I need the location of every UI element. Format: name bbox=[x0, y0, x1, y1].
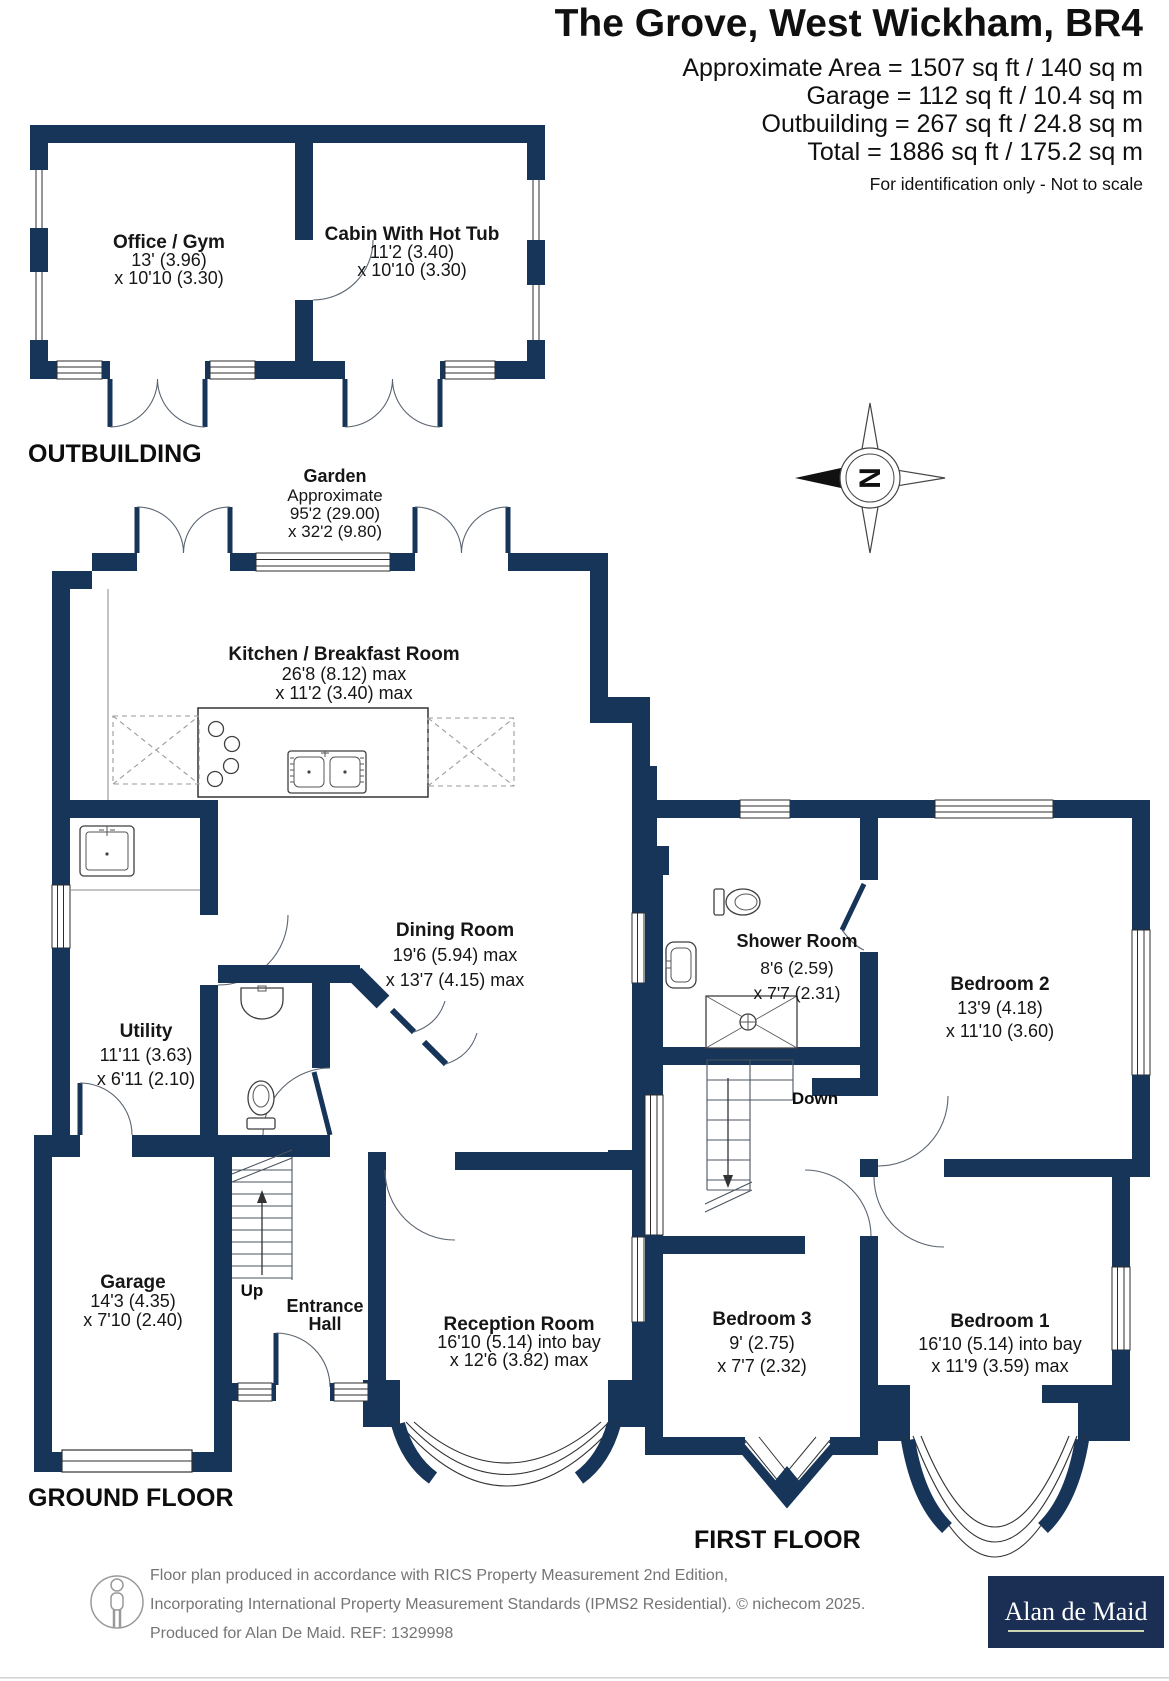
door-leaf bbox=[392, 1010, 414, 1032]
brand-logo-underline bbox=[1008, 1630, 1144, 1632]
wall bbox=[34, 1155, 52, 1472]
entrance-hall-line1: Entrance bbox=[286, 1296, 364, 1316]
wall bbox=[657, 800, 740, 818]
wall bbox=[355, 974, 383, 1002]
first-floor-plan bbox=[643, 766, 1150, 1557]
first-floor-label: FIRST FLOOR bbox=[694, 1526, 861, 1554]
staircase-up bbox=[232, 1150, 292, 1280]
shower-tray-icon bbox=[706, 996, 797, 1048]
bedroom1-dim1: 16'10 (5.14) into bay bbox=[918, 1334, 1082, 1354]
shower-name: Shower Room bbox=[736, 931, 858, 951]
kitchen-island bbox=[198, 708, 428, 797]
wall bbox=[1078, 1385, 1130, 1441]
rics-person-icon bbox=[91, 1576, 143, 1628]
header bbox=[555, 2, 1144, 194]
room-label-dining bbox=[386, 920, 525, 990]
wc-basin-icon bbox=[241, 986, 283, 1019]
window bbox=[238, 1383, 272, 1401]
room-label-garage bbox=[83, 1272, 183, 1330]
footer bbox=[0, 1567, 1169, 1679]
window bbox=[527, 285, 545, 340]
window bbox=[1112, 1267, 1130, 1350]
wc-toilet-icon bbox=[247, 1081, 275, 1129]
window bbox=[30, 272, 48, 340]
compass bbox=[795, 403, 945, 553]
wall bbox=[495, 361, 545, 379]
scale-note: For identification only - Not to scale bbox=[869, 174, 1143, 194]
window bbox=[57, 361, 102, 379]
footer-line-1: Floor plan produced in accordance with RICS Property Measurement 2nd Edition, bbox=[150, 1567, 729, 1584]
bay-window bbox=[905, 1436, 1085, 1557]
cabin-dim1: 11'2 (3.40) bbox=[369, 242, 455, 262]
bedroom2-name: Bedroom 2 bbox=[950, 974, 1050, 995]
page-title: The Grove, West Wickham, BR4 bbox=[554, 2, 1143, 45]
door-leaf bbox=[314, 1072, 330, 1135]
utility-dim2: x 6'11 (2.10) bbox=[96, 1069, 196, 1089]
garden-dim1: 95'2 (29.00) bbox=[289, 504, 381, 523]
area-line-garage: Garage = 112 sq ft / 10.4 sq m bbox=[806, 82, 1143, 110]
window bbox=[445, 361, 495, 379]
wall bbox=[643, 846, 669, 875]
wall bbox=[52, 571, 70, 885]
sink-icon bbox=[288, 751, 366, 793]
door-arc bbox=[276, 1333, 330, 1387]
wall bbox=[34, 1452, 62, 1472]
wall bbox=[132, 1135, 218, 1157]
brand-logo bbox=[988, 1576, 1164, 1648]
bedroom1-dim2: x 11'9 (3.59) max bbox=[931, 1356, 1069, 1376]
cabin-name: Cabin With Hot Tub bbox=[324, 224, 500, 245]
wall bbox=[878, 1385, 910, 1441]
bedroom3-dim2: x 7'7 (2.32) bbox=[717, 1356, 807, 1376]
garage-dim1: 14'3 (4.35) bbox=[90, 1291, 176, 1311]
window bbox=[30, 170, 48, 228]
reception-dim1: 16'10 (5.14) into bay bbox=[437, 1332, 601, 1352]
garden-dim2: x 32'2 (9.80) bbox=[288, 522, 382, 541]
window bbox=[740, 800, 790, 818]
wall bbox=[860, 1159, 878, 1177]
window bbox=[645, 1095, 663, 1235]
wall bbox=[255, 361, 345, 379]
office-gym-dim2: x 10'10 (3.30) bbox=[114, 268, 224, 288]
wall bbox=[860, 952, 878, 1096]
reception-dim2: x 12'6 (3.82) max bbox=[449, 1350, 589, 1370]
wall bbox=[232, 1383, 238, 1401]
window bbox=[935, 800, 1053, 818]
bay-window bbox=[398, 1422, 617, 1486]
door-arc bbox=[415, 507, 508, 553]
garage-name: Garage bbox=[100, 1272, 166, 1293]
bedroom3-dim1: 9' (2.75) bbox=[729, 1333, 795, 1353]
door-arc bbox=[345, 379, 440, 427]
wall bbox=[944, 1159, 1150, 1177]
wall bbox=[205, 361, 210, 379]
ground-floor-label: GROUND FLOOR bbox=[28, 1484, 234, 1512]
wall bbox=[200, 800, 218, 915]
wall bbox=[192, 1452, 232, 1472]
kitchen-dim2: x 11'2 (3.40) max bbox=[275, 683, 413, 703]
window bbox=[210, 361, 255, 379]
shower-dim1: 8'6 (2.59) bbox=[760, 958, 834, 978]
wall bbox=[860, 818, 878, 880]
wall bbox=[645, 1235, 663, 1455]
room-label-reception bbox=[437, 1314, 601, 1370]
area-line-total: Total = 1886 sq ft / 175.2 sq m bbox=[807, 138, 1143, 166]
bedroom2-dim2: x 11'10 (3.60) bbox=[945, 1021, 1055, 1041]
entrance-hall-line2: Hall bbox=[308, 1314, 342, 1334]
skylight-box bbox=[113, 716, 199, 784]
kitchen-dim1: 26'8 (8.12) max bbox=[281, 664, 407, 684]
garage-dim2: x 7'10 (2.40) bbox=[83, 1310, 183, 1330]
down-arrow-icon bbox=[723, 1175, 733, 1188]
office-gym-name: Office / Gym bbox=[113, 232, 225, 253]
wall bbox=[52, 948, 70, 1135]
bedroom2-dim1: 13'9 (4.18) bbox=[957, 998, 1043, 1018]
page-bottom-rule bbox=[0, 1677, 1169, 1679]
shower-toilet-icon bbox=[714, 889, 760, 915]
wall bbox=[272, 1383, 276, 1401]
footer-line-3: Produced for Alan De Maid. REF: 1329998 bbox=[150, 1625, 454, 1642]
footer-line-2: Incorporating International Property Measurement Standards (IPMS2 Residential). © nichecom 2025. bbox=[150, 1596, 866, 1613]
wall bbox=[34, 1135, 80, 1157]
outbuilding-plan bbox=[28, 125, 545, 468]
wall bbox=[1112, 1177, 1130, 1267]
window bbox=[1132, 930, 1150, 1075]
wall bbox=[1132, 818, 1150, 930]
wall bbox=[200, 985, 218, 1135]
shower-basin-icon bbox=[666, 942, 696, 988]
wall bbox=[30, 228, 48, 272]
door-arc bbox=[80, 1083, 132, 1135]
room-label-kitchen bbox=[228, 644, 459, 703]
door-arc bbox=[414, 1001, 477, 1064]
up-arrow-icon bbox=[257, 1190, 267, 1203]
utility-sink-icon bbox=[80, 826, 134, 876]
wall bbox=[218, 965, 330, 983]
reception-name: Reception Room bbox=[443, 1314, 595, 1335]
staircase-down bbox=[705, 1060, 793, 1212]
door-arc bbox=[385, 1170, 455, 1240]
dining-name: Dining Room bbox=[395, 920, 515, 941]
wall bbox=[330, 1383, 334, 1401]
wall bbox=[455, 1152, 608, 1170]
area-line-outbuilding: Outbuilding = 267 sq ft / 24.8 sq m bbox=[761, 110, 1143, 138]
wall bbox=[390, 553, 415, 571]
office-gym-dim1: 13' (3.96) bbox=[131, 250, 207, 270]
wall bbox=[830, 1437, 878, 1455]
wall bbox=[655, 1437, 745, 1455]
window bbox=[527, 180, 545, 240]
wall bbox=[790, 800, 935, 818]
garden-label bbox=[287, 466, 382, 541]
wall bbox=[860, 1236, 878, 1455]
wall bbox=[312, 983, 330, 1068]
room-label-bedroom1 bbox=[918, 1311, 1082, 1376]
garden-note: Approximate bbox=[287, 486, 383, 505]
wall bbox=[368, 1383, 372, 1401]
wall bbox=[295, 143, 313, 240]
room-label-office-gym bbox=[113, 232, 225, 288]
wall bbox=[52, 800, 218, 818]
wall bbox=[663, 1047, 878, 1065]
door-arc bbox=[137, 507, 230, 553]
outbuilding-label: OUTBUILDING bbox=[28, 440, 202, 468]
window bbox=[256, 553, 390, 571]
down-label: Down bbox=[791, 1089, 839, 1108]
door-leaf bbox=[424, 1042, 446, 1064]
wall bbox=[102, 361, 110, 379]
room-label-utility bbox=[97, 1021, 195, 1089]
room-label-shower bbox=[736, 931, 857, 1003]
wall bbox=[30, 361, 57, 379]
wall bbox=[214, 1157, 232, 1472]
door-arc bbox=[874, 1177, 944, 1247]
bedroom3-name: Bedroom 3 bbox=[712, 1309, 812, 1330]
brand-logo-text: Alan de Maid bbox=[1004, 1597, 1148, 1626]
wall bbox=[30, 143, 48, 170]
wall bbox=[368, 1152, 386, 1383]
door-arc bbox=[805, 1170, 871, 1236]
wall bbox=[214, 1135, 330, 1157]
utility-name: Utility bbox=[119, 1021, 173, 1042]
up-label: Up bbox=[240, 1281, 264, 1300]
room-label-bedroom2 bbox=[946, 974, 1054, 1041]
ground-floor-plan bbox=[28, 507, 650, 1512]
wall bbox=[643, 766, 657, 852]
wall bbox=[527, 143, 545, 180]
bedroom1-name: Bedroom 1 bbox=[950, 1311, 1050, 1332]
wall bbox=[440, 361, 445, 379]
window bbox=[334, 1383, 368, 1401]
wall bbox=[645, 875, 663, 1095]
window bbox=[52, 885, 70, 948]
utility-dim1: 11'11 (3.63) bbox=[99, 1045, 193, 1065]
door-arc bbox=[878, 1096, 948, 1166]
wall bbox=[1053, 800, 1150, 818]
area-line-approximate: Approximate Area = 1507 sq ft / 140 sq m bbox=[682, 54, 1143, 82]
door-arc bbox=[110, 379, 205, 427]
skylight-box bbox=[428, 718, 514, 786]
garden-name: Garden bbox=[303, 466, 367, 486]
cabin-dim2: x 10'10 (3.30) bbox=[357, 260, 467, 280]
wall bbox=[92, 553, 137, 571]
wall bbox=[527, 240, 545, 285]
room-label-entrance-hall bbox=[286, 1296, 363, 1334]
compass-n-text: N bbox=[854, 467, 887, 489]
door-leaf bbox=[842, 884, 864, 930]
wall bbox=[230, 553, 256, 571]
wall bbox=[608, 1150, 634, 1170]
garage-door bbox=[62, 1450, 192, 1472]
room-label-cabin bbox=[325, 224, 500, 280]
room-label-bedroom3 bbox=[712, 1309, 811, 1376]
wall bbox=[590, 553, 608, 715]
wall bbox=[30, 125, 545, 143]
kitchen-name: Kitchen / Breakfast Room bbox=[228, 644, 460, 665]
dining-dim2: x 13'7 (4.15) max bbox=[385, 970, 525, 990]
wall bbox=[295, 300, 313, 361]
chevron-bay-window bbox=[741, 1437, 834, 1500]
wall bbox=[608, 1380, 650, 1427]
wall bbox=[655, 1236, 805, 1254]
shower-dim2: x 7'7 (2.31) bbox=[753, 983, 841, 1003]
dining-dim1: 19'6 (5.94) max bbox=[392, 945, 518, 965]
